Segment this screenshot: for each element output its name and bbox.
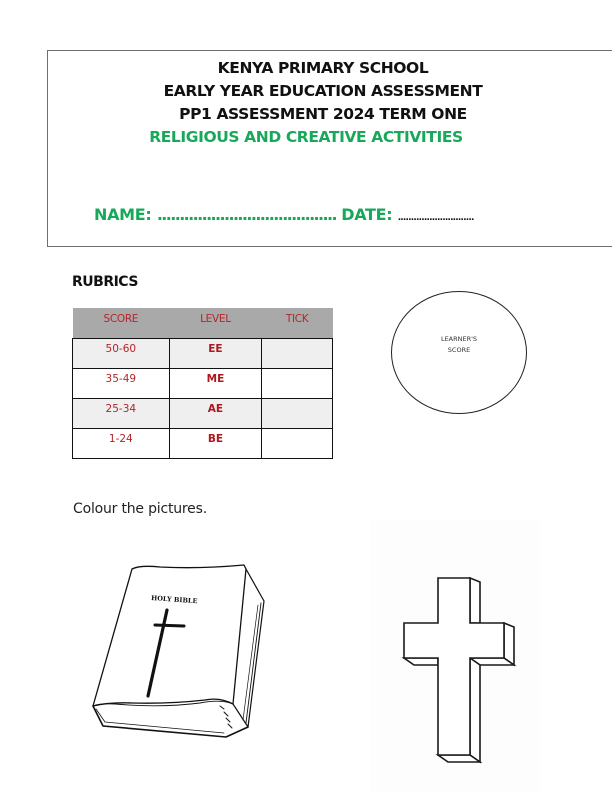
table-header-row — [73, 308, 333, 338]
score-cell: 25-34 — [73, 398, 170, 428]
score-label-line2: SCORE — [447, 346, 471, 354]
column-header-score: SCORE — [73, 308, 170, 338]
tick-cell[interactable] — [262, 338, 333, 368]
rubrics-heading: RUBRICS — [72, 274, 138, 290]
assessment-title: PP1 ASSESSMENT 2024 TERM ONE — [179, 105, 467, 123]
holy-bible-picture — [60, 540, 290, 760]
score-label-line1: LEARNER'S — [440, 335, 478, 343]
date-label: DATE: — [341, 205, 393, 224]
tick-cell[interactable] — [262, 368, 333, 398]
column-header-level: LEVEL — [169, 308, 262, 338]
bible-title-text: HOLY BIBLE — [150, 594, 198, 606]
school-name: KENYA PRIMARY SCHOOL — [217, 59, 429, 77]
column-header-tick: TICK — [262, 308, 333, 338]
learner-score-label — [391, 334, 527, 356]
question-instruction: Colour the pictures. — [73, 501, 207, 517]
name-label: NAME: — [94, 205, 152, 224]
table-row — [73, 428, 333, 458]
table-row — [73, 368, 333, 398]
subject-title: RELIGIOUS AND CREATIVE ACTIVITIES — [149, 128, 463, 146]
name-field[interactable]: ........................................ — [156, 205, 336, 224]
level-cell: ME — [169, 368, 262, 398]
tick-cell[interactable] — [262, 398, 333, 428]
table-row — [73, 398, 333, 428]
score-cell: 50-60 — [73, 338, 170, 368]
table-row — [73, 338, 333, 368]
name-date-line — [94, 205, 474, 224]
tick-cell[interactable] — [262, 428, 333, 458]
program-title: EARLY YEAR EDUCATION ASSESSMENT — [163, 82, 483, 100]
cross-picture — [370, 520, 540, 792]
level-cell: BE — [169, 428, 262, 458]
level-cell: EE — [169, 338, 262, 368]
level-cell: AE — [169, 398, 262, 428]
score-cell: 1-24 — [73, 428, 170, 458]
date-field[interactable]: ............................. — [397, 213, 474, 223]
rubrics-table — [72, 308, 333, 459]
score-cell: 35-49 — [73, 368, 170, 398]
